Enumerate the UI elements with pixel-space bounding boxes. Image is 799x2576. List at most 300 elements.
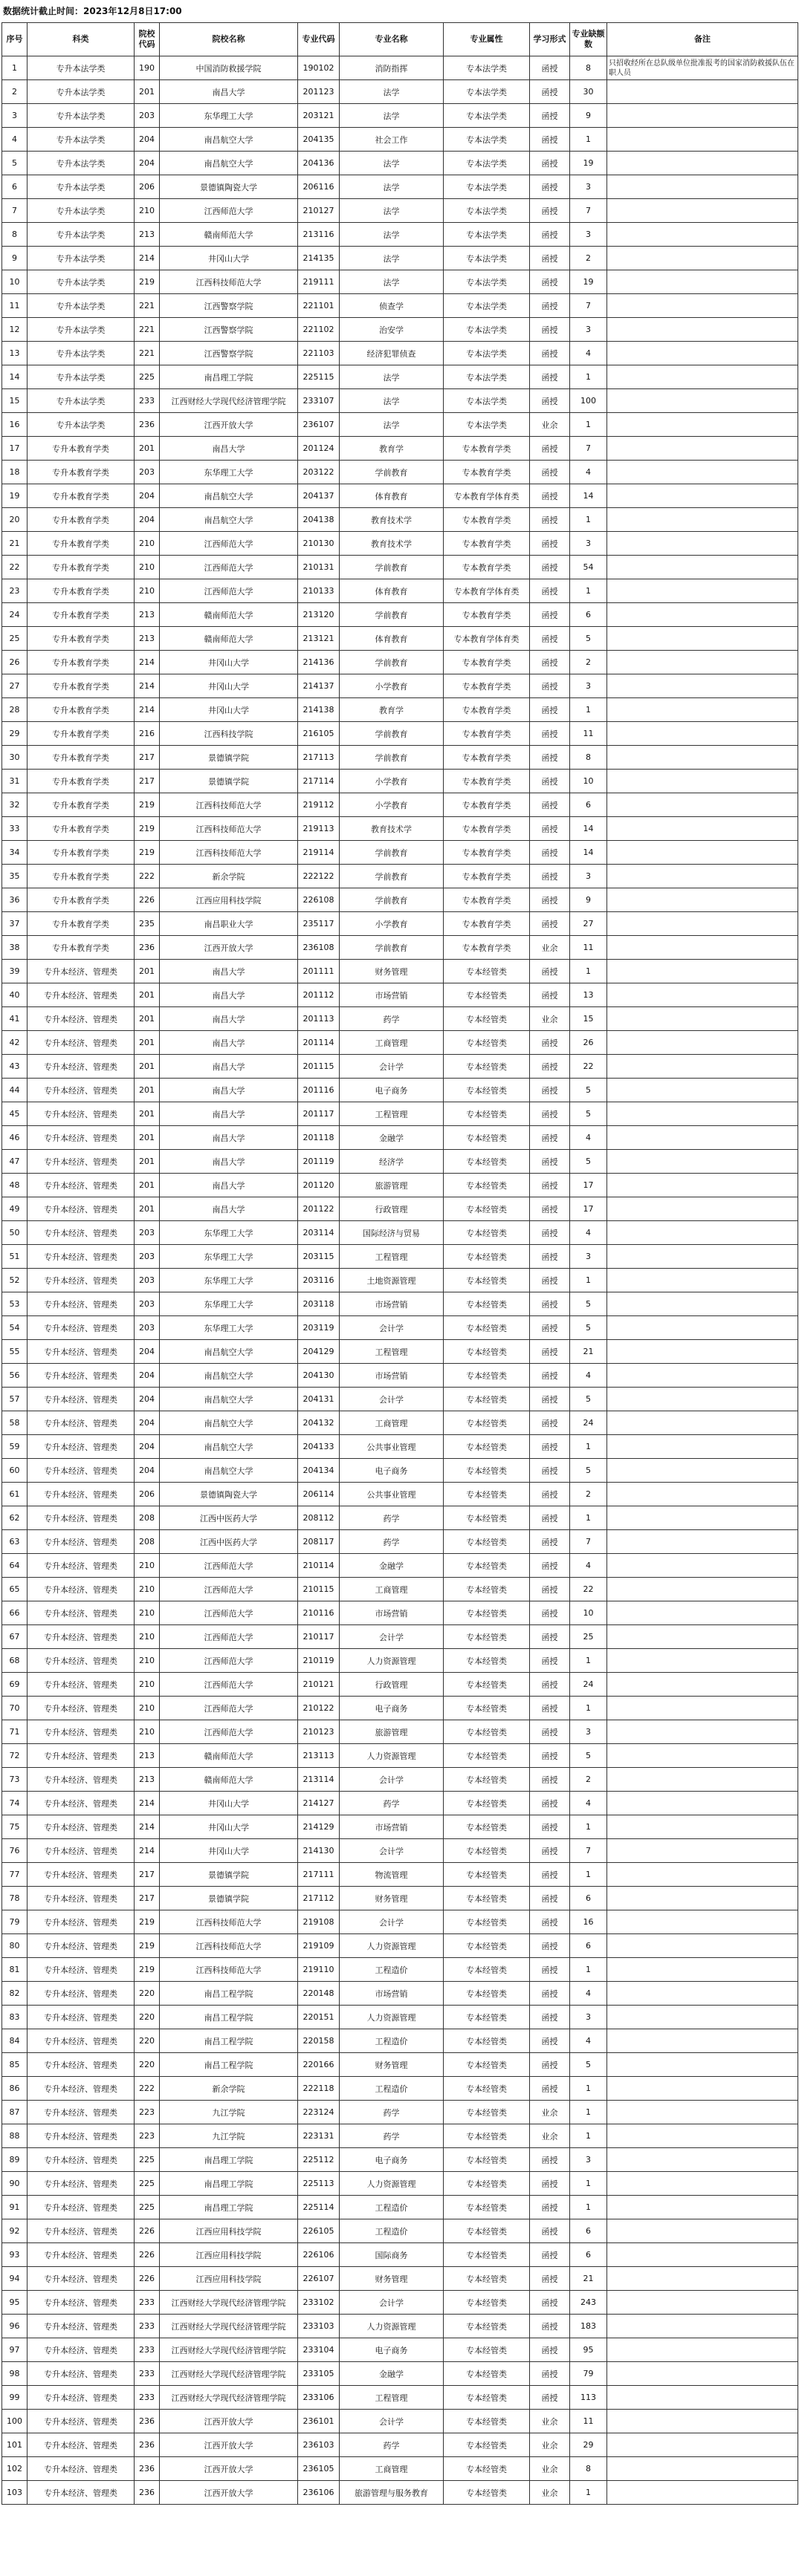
major-code-cell: 201119 (298, 1150, 340, 1174)
major-code-cell: 210123 (298, 1720, 340, 1744)
vacancy-cell: 5 (570, 1292, 607, 1316)
category-cell: 专升本教育学类 (28, 627, 135, 651)
major-name-cell: 学前教育 (340, 461, 444, 484)
index-cell: 59 (2, 1435, 28, 1459)
school-code-cell: 213 (135, 603, 160, 627)
major-code-cell: 236106 (298, 2481, 340, 2505)
table-row (2, 175, 798, 199)
major-code-cell: 201112 (298, 983, 340, 1007)
school-code-cell: 204 (135, 484, 160, 508)
school-code-cell: 236 (135, 413, 160, 437)
index-cell: 16 (2, 413, 28, 437)
category-cell: 专升本教育学类 (28, 461, 135, 484)
school-code-cell: 214 (135, 651, 160, 674)
major-attr-cell: 专本经管类 (444, 1079, 530, 1102)
index-cell: 65 (2, 1578, 28, 1601)
remark-cell (607, 912, 798, 936)
major-name-cell: 教育技术学 (340, 532, 444, 556)
remark-cell (607, 2433, 798, 2457)
major-attr-cell: 专本经管类 (444, 1839, 530, 1863)
school-code-cell: 201 (135, 1079, 160, 1102)
school-name-cell: 江西中医药大学 (160, 1506, 298, 1530)
category-cell: 专升本经济、管理类 (28, 2243, 135, 2267)
major-code-cell: 221102 (298, 318, 340, 342)
major-attr-cell: 专本经管类 (444, 2386, 530, 2410)
table-row (2, 1055, 798, 1079)
category-cell: 专升本教育学类 (28, 674, 135, 698)
major-code-cell: 201111 (298, 960, 340, 983)
category-cell: 专升本教育学类 (28, 912, 135, 936)
major-attr-cell: 专本法学类 (444, 104, 530, 128)
school-code-cell: 214 (135, 1792, 160, 1815)
remark-cell (607, 247, 798, 270)
table-row (2, 2101, 798, 2124)
index-cell: 55 (2, 1340, 28, 1364)
school-code-cell: 220 (135, 2006, 160, 2029)
category-cell: 专升本教育学类 (28, 698, 135, 722)
school-code-cell: 201 (135, 1007, 160, 1031)
remark-cell (607, 270, 798, 294)
major-name-cell: 学前教育 (340, 651, 444, 674)
remark-cell (607, 2338, 798, 2362)
vacancy-cell: 5 (570, 1459, 607, 1483)
study-mode-cell: 函授 (530, 1792, 570, 1815)
remark-cell (607, 1863, 798, 1887)
school-code-cell: 236 (135, 2481, 160, 2505)
vacancy-cell: 4 (570, 1792, 607, 1815)
vacancy-cell: 6 (570, 603, 607, 627)
major-name-cell: 工程管理 (340, 1245, 444, 1269)
category-cell: 专升本经济、管理类 (28, 1863, 135, 1887)
category-cell: 专升本法学类 (28, 175, 135, 199)
school-name-cell: 南昌工程学院 (160, 2053, 298, 2077)
table-row (2, 722, 798, 746)
school-code-cell: 201 (135, 1102, 160, 1126)
school-code-cell: 219 (135, 817, 160, 841)
table-row (2, 1815, 798, 1839)
remark-cell (607, 1197, 798, 1221)
school-name-cell: 江西科技师范大学 (160, 1934, 298, 1958)
major-attr-cell: 专本教育学类 (444, 770, 530, 793)
school-name-cell: 江西师范大学 (160, 199, 298, 223)
major-attr-cell: 专本经管类 (444, 1483, 530, 1506)
remark-cell (607, 223, 798, 247)
remark-cell (607, 1079, 798, 1102)
study-mode-cell: 函授 (530, 556, 570, 579)
major-attr-cell: 专本经管类 (444, 2457, 530, 2481)
vacancy-cell: 11 (570, 722, 607, 746)
table-row (2, 1174, 798, 1197)
school-code-cell: 210 (135, 1697, 160, 1720)
vacancy-cell: 7 (570, 199, 607, 223)
category-cell: 专升本经济、管理类 (28, 1364, 135, 1388)
index-cell: 32 (2, 793, 28, 817)
table-row (2, 294, 798, 318)
major-name-cell: 旅游管理与服务教育 (340, 2481, 444, 2505)
school-name-cell: 景德镇学院 (160, 1863, 298, 1887)
major-attr-cell: 专本教育学类 (444, 936, 530, 960)
major-name-cell: 土地资源管理 (340, 1269, 444, 1292)
school-code-cell: 236 (135, 2410, 160, 2433)
header-school-name: 院校名称 (160, 23, 298, 56)
major-name-cell: 工商管理 (340, 2457, 444, 2481)
school-code-cell: 208 (135, 1530, 160, 1554)
category-cell: 专升本经济、管理类 (28, 1316, 135, 1340)
major-attr-cell: 专本经管类 (444, 2101, 530, 2124)
major-attr-cell: 专本经管类 (444, 1768, 530, 1792)
school-name-cell: 井冈山大学 (160, 651, 298, 674)
category-cell: 专升本经济、管理类 (28, 1554, 135, 1578)
remark-cell (607, 556, 798, 579)
remark-cell (607, 1150, 798, 1174)
study-mode-cell: 函授 (530, 1316, 570, 1340)
major-code-cell: 225113 (298, 2172, 340, 2196)
category-cell: 专升本经济、管理类 (28, 2029, 135, 2053)
major-attr-cell: 专本教育学体育类 (444, 484, 530, 508)
major-code-cell: 210122 (298, 1697, 340, 1720)
study-mode-cell: 函授 (530, 1649, 570, 1673)
major-name-cell: 人力资源管理 (340, 1649, 444, 1673)
school-code-cell: 204 (135, 1411, 160, 1435)
major-attr-cell: 专本经管类 (444, 2124, 530, 2148)
school-name-cell: 南昌大学 (160, 1150, 298, 1174)
remark-cell (607, 175, 798, 199)
category-cell: 专升本经济、管理类 (28, 1958, 135, 1982)
vacancy-cell: 3 (570, 318, 607, 342)
vacancy-cell: 1 (570, 1815, 607, 1839)
school-name-cell: 南昌大学 (160, 80, 298, 104)
major-code-cell: 226105 (298, 2219, 340, 2243)
vacancy-cell: 100 (570, 389, 607, 413)
vacancy-cell: 4 (570, 1221, 607, 1245)
school-name-cell: 东华理工大学 (160, 1316, 298, 1340)
major-code-cell: 219109 (298, 1934, 340, 1958)
index-cell: 64 (2, 1554, 28, 1578)
major-name-cell: 治安学 (340, 318, 444, 342)
remark-cell (607, 80, 798, 104)
vacancy-cell: 3 (570, 175, 607, 199)
major-name-cell: 市场营销 (340, 1364, 444, 1388)
remark-cell (607, 2077, 798, 2101)
major-code-cell: 210115 (298, 1578, 340, 1601)
school-name-cell: 南昌航空大学 (160, 1435, 298, 1459)
vacancy-cell: 24 (570, 1673, 607, 1697)
major-attr-cell: 专本法学类 (444, 318, 530, 342)
major-code-cell: 217111 (298, 1863, 340, 1887)
category-cell: 专升本经济、管理类 (28, 1126, 135, 1150)
table-row (2, 2291, 798, 2315)
study-mode-cell: 函授 (530, 2291, 570, 2315)
school-code-cell: 219 (135, 841, 160, 865)
remark-cell (607, 1601, 798, 1625)
index-cell: 98 (2, 2362, 28, 2386)
index-cell: 13 (2, 342, 28, 365)
school-code-cell: 204 (135, 1364, 160, 1388)
school-code-cell: 210 (135, 1720, 160, 1744)
study-mode-cell: 函授 (530, 2315, 570, 2338)
vacancy-cell: 6 (570, 1934, 607, 1958)
vacancy-cell: 21 (570, 2267, 607, 2291)
index-cell: 100 (2, 2410, 28, 2433)
school-code-cell: 219 (135, 1934, 160, 1958)
vacancy-cell: 6 (570, 1887, 607, 1910)
category-cell: 专升本经济、管理类 (28, 2219, 135, 2243)
major-name-cell: 学前教育 (340, 556, 444, 579)
category-cell: 专升本经济、管理类 (28, 2410, 135, 2433)
category-cell: 专升本法学类 (28, 247, 135, 270)
study-mode-cell: 函授 (530, 770, 570, 793)
table-row (2, 674, 798, 698)
study-mode-cell: 业余 (530, 2433, 570, 2457)
category-cell: 专升本经济、管理类 (28, 1815, 135, 1839)
school-name-cell: 江西中医药大学 (160, 1530, 298, 1554)
school-code-cell: 233 (135, 2386, 160, 2410)
remark-cell (607, 318, 798, 342)
category-cell: 专升本法学类 (28, 389, 135, 413)
school-code-cell: 233 (135, 2291, 160, 2315)
table-row (2, 1601, 798, 1625)
category-cell: 专升本教育学类 (28, 579, 135, 603)
remark-cell (607, 1887, 798, 1910)
table-row (2, 1863, 798, 1887)
vacancy-cell: 17 (570, 1174, 607, 1197)
category-cell: 专升本法学类 (28, 294, 135, 318)
study-mode-cell: 函授 (530, 1934, 570, 1958)
category-cell: 专升本经济、管理类 (28, 1601, 135, 1625)
vacancy-cell: 1 (570, 508, 607, 532)
major-attr-cell: 专本经管类 (444, 2172, 530, 2196)
index-cell: 9 (2, 247, 28, 270)
table-row (2, 1934, 798, 1958)
study-mode-cell: 业余 (530, 2481, 570, 2505)
major-attr-cell: 专本经管类 (444, 1388, 530, 1411)
study-mode-cell: 函授 (530, 318, 570, 342)
remark-cell (607, 770, 798, 793)
category-cell: 专升本经济、管理类 (28, 1910, 135, 1934)
major-attr-cell: 专本法学类 (444, 247, 530, 270)
index-cell: 42 (2, 1031, 28, 1055)
school-code-cell: 223 (135, 2101, 160, 2124)
index-cell: 30 (2, 746, 28, 770)
school-name-cell: 南昌航空大学 (160, 1388, 298, 1411)
school-name-cell: 江西师范大学 (160, 532, 298, 556)
major-attr-cell: 专本经管类 (444, 1649, 530, 1673)
vacancy-cell: 7 (570, 294, 607, 318)
major-name-cell: 财务管理 (340, 2267, 444, 2291)
study-mode-cell: 函授 (530, 247, 570, 270)
school-code-cell: 223 (135, 2124, 160, 2148)
vacancy-cell: 3 (570, 532, 607, 556)
category-cell: 专升本经济、管理类 (28, 1934, 135, 1958)
major-attr-cell: 专本经管类 (444, 1174, 530, 1197)
category-cell: 专升本经济、管理类 (28, 1697, 135, 1720)
vacancy-cell: 3 (570, 674, 607, 698)
school-code-cell: 201 (135, 1174, 160, 1197)
major-name-cell: 财务管理 (340, 1887, 444, 1910)
table-row (2, 1578, 798, 1601)
index-cell: 72 (2, 1744, 28, 1768)
remark-cell (607, 1411, 798, 1435)
vacancy-cell: 1 (570, 1649, 607, 1673)
major-code-cell: 210127 (298, 199, 340, 223)
school-name-cell: 赣南师范大学 (160, 223, 298, 247)
school-code-cell: 221 (135, 318, 160, 342)
major-attr-cell: 专本教育学类 (444, 722, 530, 746)
vacancy-cell: 4 (570, 461, 607, 484)
school-name-cell: 江西开放大学 (160, 413, 298, 437)
index-cell: 7 (2, 199, 28, 223)
school-code-cell: 210 (135, 1649, 160, 1673)
table-row (2, 1887, 798, 1910)
school-name-cell: 江西师范大学 (160, 1601, 298, 1625)
major-code-cell: 214129 (298, 1815, 340, 1839)
index-cell: 94 (2, 2267, 28, 2291)
major-code-cell: 223124 (298, 2101, 340, 2124)
category-cell: 专升本教育学类 (28, 746, 135, 770)
remark-cell (607, 1744, 798, 1768)
school-name-cell: 南昌大学 (160, 437, 298, 461)
major-name-cell: 工程造价 (340, 2219, 444, 2243)
remark-cell (607, 104, 798, 128)
vacancy-cell: 3 (570, 1720, 607, 1744)
major-name-cell: 财务管理 (340, 960, 444, 983)
category-cell: 专升本教育学类 (28, 651, 135, 674)
remark-cell (607, 841, 798, 865)
major-code-cell: 235117 (298, 912, 340, 936)
category-cell: 专升本法学类 (28, 56, 135, 80)
major-code-cell: 236103 (298, 2433, 340, 2457)
table-row (2, 2124, 798, 2148)
table-row (2, 1506, 798, 1530)
major-attr-cell: 专本法学类 (444, 199, 530, 223)
study-mode-cell: 函授 (530, 342, 570, 365)
major-name-cell: 市场营销 (340, 1601, 444, 1625)
major-name-cell: 金融学 (340, 2362, 444, 2386)
school-name-cell: 南昌大学 (160, 1007, 298, 1031)
major-name-cell: 人力资源管理 (340, 2006, 444, 2029)
school-name-cell: 江西科技学院 (160, 722, 298, 746)
major-attr-cell: 专本教育学类 (444, 437, 530, 461)
index-cell: 23 (2, 579, 28, 603)
study-mode-cell: 函授 (530, 1269, 570, 1292)
category-cell: 专升本经济、管理类 (28, 1673, 135, 1697)
index-cell: 66 (2, 1601, 28, 1625)
header-vacancy: 专业缺额数 (570, 23, 607, 56)
major-name-cell: 法学 (340, 247, 444, 270)
remark-cell (607, 1459, 798, 1483)
index-cell: 92 (2, 2219, 28, 2243)
major-attr-cell: 专本经管类 (444, 1411, 530, 1435)
school-name-cell: 东华理工大学 (160, 104, 298, 128)
school-name-cell: 江西开放大学 (160, 2410, 298, 2433)
major-attr-cell: 专本经管类 (444, 2006, 530, 2029)
school-name-cell: 南昌航空大学 (160, 484, 298, 508)
major-name-cell: 消防指挥 (340, 56, 444, 80)
index-cell: 58 (2, 1411, 28, 1435)
major-name-cell: 学前教育 (340, 936, 444, 960)
school-name-cell: 江西财经大学现代经济管理学院 (160, 2386, 298, 2410)
school-name-cell: 南昌航空大学 (160, 1459, 298, 1483)
vacancy-cell: 7 (570, 1530, 607, 1554)
school-code-cell: 204 (135, 1340, 160, 1364)
category-cell: 专升本教育学类 (28, 888, 135, 912)
major-attr-cell: 专本经管类 (444, 2243, 530, 2267)
index-cell: 17 (2, 437, 28, 461)
remark-cell (607, 1316, 798, 1340)
table-row (2, 1982, 798, 2006)
remark-cell (607, 1554, 798, 1578)
table-row (2, 1007, 798, 1031)
category-cell: 专升本教育学类 (28, 793, 135, 817)
index-cell: 97 (2, 2338, 28, 2362)
major-attr-cell: 专本经管类 (444, 1007, 530, 1031)
major-name-cell: 教育学 (340, 437, 444, 461)
major-attr-cell: 专本法学类 (444, 56, 530, 80)
school-code-cell: 210 (135, 1625, 160, 1649)
table-row (2, 508, 798, 532)
remark-cell (607, 1625, 798, 1649)
category-cell: 专升本经济、管理类 (28, 2362, 135, 2386)
major-name-cell: 工程管理 (340, 2386, 444, 2410)
table-row (2, 1316, 798, 1340)
major-code-cell: 210116 (298, 1601, 340, 1625)
major-code-cell: 233107 (298, 389, 340, 413)
major-attr-cell: 专本教育学类 (444, 698, 530, 722)
school-name-cell: 江西财经大学现代经济管理学院 (160, 2291, 298, 2315)
table-row (2, 128, 798, 152)
major-code-cell: 236108 (298, 936, 340, 960)
category-cell: 专升本经济、管理类 (28, 1174, 135, 1197)
table-row (2, 698, 798, 722)
vacancy-cell: 1 (570, 1697, 607, 1720)
major-attr-cell: 专本经管类 (444, 1673, 530, 1697)
study-mode-cell: 函授 (530, 651, 570, 674)
school-name-cell: 东华理工大学 (160, 461, 298, 484)
remark-cell (607, 413, 798, 437)
index-cell: 91 (2, 2196, 28, 2219)
school-name-cell: 南昌理工学院 (160, 2196, 298, 2219)
header-remark: 备注 (607, 23, 798, 56)
school-code-cell: 220 (135, 2053, 160, 2077)
major-name-cell: 学前教育 (340, 888, 444, 912)
major-name-cell: 旅游管理 (340, 1174, 444, 1197)
vacancy-cell: 2 (570, 1483, 607, 1506)
school-code-cell: 214 (135, 674, 160, 698)
table-row (2, 746, 798, 770)
major-attr-cell: 专本经管类 (444, 1340, 530, 1364)
vacancy-cell: 183 (570, 2315, 607, 2338)
study-mode-cell: 函授 (530, 2172, 570, 2196)
major-attr-cell: 专本教育学类 (444, 793, 530, 817)
index-cell: 49 (2, 1197, 28, 1221)
major-code-cell: 214130 (298, 1839, 340, 1863)
index-cell: 74 (2, 1792, 28, 1815)
study-mode-cell: 业余 (530, 936, 570, 960)
remark-cell (607, 1697, 798, 1720)
study-mode-cell: 函授 (530, 1673, 570, 1697)
index-cell: 36 (2, 888, 28, 912)
major-attr-cell: 专本经管类 (444, 1221, 530, 1245)
table-row (2, 841, 798, 865)
major-code-cell: 213120 (298, 603, 340, 627)
table-row (2, 461, 798, 484)
vacancy-cell: 4 (570, 1554, 607, 1578)
vacancy-table (1, 22, 798, 2505)
major-code-cell: 210133 (298, 579, 340, 603)
remark-cell (607, 698, 798, 722)
remark-cell (607, 1958, 798, 1982)
major-attr-cell: 专本经管类 (444, 1269, 530, 1292)
